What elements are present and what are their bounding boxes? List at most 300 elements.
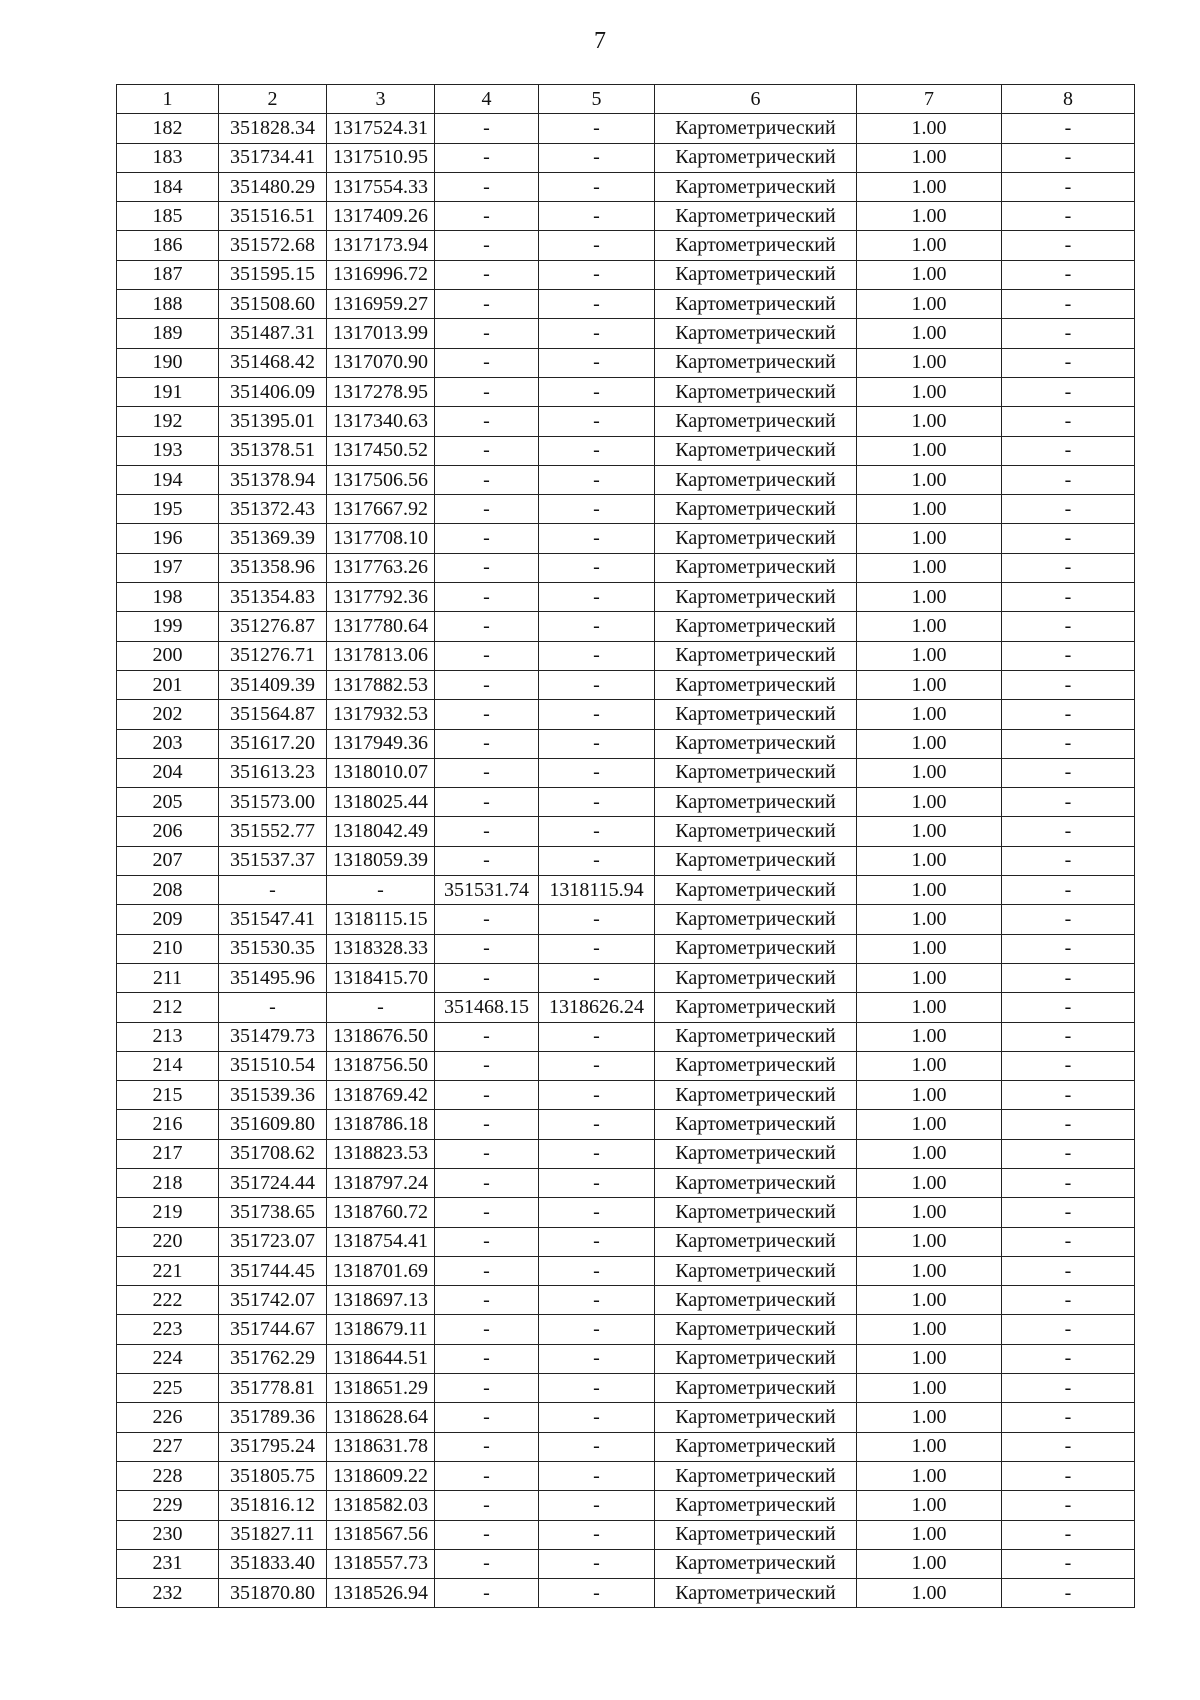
x-coordinate-cell: 351609.80 [219,1110,327,1139]
description-cell: - [1002,1403,1135,1432]
method-cell: Картометрический [655,1461,857,1490]
method-cell: Картометрический [655,290,857,319]
point-number-cell: 194 [117,465,219,494]
accuracy-cell: 1.00 [857,817,1002,846]
table-row [117,1549,1135,1578]
method-cell: Картометрический [655,231,857,260]
method-cell: Картометрический [655,846,857,875]
accuracy-cell: 1.00 [857,1256,1002,1285]
y-new-cell: - [539,700,655,729]
method-cell: Картометрический [655,758,857,787]
description-cell: - [1002,612,1135,641]
y-new-cell: - [539,319,655,348]
accuracy-cell: 1.00 [857,1520,1002,1549]
y-coordinate-cell: 1318754.41 [327,1227,435,1256]
accuracy-cell: 1.00 [857,1461,1002,1490]
x-new-cell: - [435,1432,539,1461]
accuracy-cell: 1.00 [857,1051,1002,1080]
y-new-cell: 1318626.24 [539,993,655,1022]
header-row [117,85,1135,114]
table-row [117,1256,1135,1285]
table-row [117,553,1135,582]
accuracy-cell: 1.00 [857,202,1002,231]
method-cell: Картометрический [655,348,857,377]
y-new-cell: - [539,348,655,377]
y-new-cell: - [539,1579,655,1608]
x-coordinate-cell: 351406.09 [219,377,327,406]
y-coordinate-cell: 1316996.72 [327,260,435,289]
table-body [117,114,1135,1608]
x-new-cell: - [435,172,539,201]
x-new-cell: - [435,231,539,260]
description-cell: - [1002,1081,1135,1110]
description-cell: - [1002,202,1135,231]
accuracy-cell: 1.00 [857,788,1002,817]
accuracy-cell: 1.00 [857,1139,1002,1168]
column-header: 8 [1002,85,1135,114]
description-cell: - [1002,114,1135,143]
method-cell: Картометрический [655,1432,857,1461]
method-cell: Картометрический [655,934,857,963]
point-number-cell: 207 [117,846,219,875]
x-coordinate-cell: 351539.36 [219,1081,327,1110]
point-number-cell: 196 [117,524,219,553]
description-cell: - [1002,1520,1135,1549]
x-new-cell: - [435,407,539,436]
y-new-cell: - [539,465,655,494]
y-coordinate-cell: 1318697.13 [327,1286,435,1315]
description-cell: - [1002,1110,1135,1139]
table-row [117,934,1135,963]
y-coordinate-cell: 1317882.53 [327,670,435,699]
accuracy-cell: 1.00 [857,1110,1002,1139]
method-cell: Картометрический [655,260,857,289]
point-number-cell: 227 [117,1432,219,1461]
accuracy-cell: 1.00 [857,934,1002,963]
y-coordinate-cell: 1318644.51 [327,1344,435,1373]
table-row [117,612,1135,641]
table-row [117,993,1135,1022]
point-number-cell: 187 [117,260,219,289]
description-cell: - [1002,465,1135,494]
x-new-cell: - [435,817,539,846]
method-cell: Картометрический [655,1110,857,1139]
y-new-cell: - [539,934,655,963]
y-coordinate-cell: - [327,993,435,1022]
x-coordinate-cell: 351744.45 [219,1256,327,1285]
accuracy-cell: 1.00 [857,963,1002,992]
x-new-cell: - [435,1549,539,1578]
method-cell: Картометрический [655,1198,857,1227]
description-cell: - [1002,1139,1135,1168]
column-header: 4 [435,85,539,114]
x-coordinate-cell: 351795.24 [219,1432,327,1461]
x-coordinate-cell: 351828.34 [219,114,327,143]
y-new-cell: - [539,231,655,260]
y-coordinate-cell: 1317409.26 [327,202,435,231]
description-cell: - [1002,905,1135,934]
description-cell: - [1002,231,1135,260]
table-row [117,1227,1135,1256]
accuracy-cell: 1.00 [857,495,1002,524]
description-cell: - [1002,993,1135,1022]
description-cell: - [1002,729,1135,758]
description-cell: - [1002,143,1135,172]
x-new-cell: - [435,348,539,377]
y-coordinate-cell: 1318025.44 [327,788,435,817]
description-cell: - [1002,700,1135,729]
method-cell: Картометрический [655,700,857,729]
description-cell: - [1002,524,1135,553]
table-row [117,641,1135,670]
accuracy-cell: 1.00 [857,1198,1002,1227]
y-coordinate-cell: 1318797.24 [327,1168,435,1197]
description-cell: - [1002,1286,1135,1315]
point-number-cell: 192 [117,407,219,436]
accuracy-cell: 1.00 [857,319,1002,348]
accuracy-cell: 1.00 [857,143,1002,172]
y-new-cell: - [539,260,655,289]
x-coordinate-cell: 351510.54 [219,1051,327,1080]
y-new-cell: - [539,1491,655,1520]
method-cell: Картометрический [655,465,857,494]
description-cell: - [1002,1051,1135,1080]
table-row [117,876,1135,905]
method-cell: Картометрический [655,202,857,231]
x-coordinate-cell: 351742.07 [219,1286,327,1315]
method-cell: Картометрический [655,963,857,992]
x-new-cell: - [435,1139,539,1168]
table-row [117,114,1135,143]
x-coordinate-cell: 351378.94 [219,465,327,494]
table-row [117,1022,1135,1051]
accuracy-cell: 1.00 [857,348,1002,377]
table-row [117,1520,1135,1549]
table-row [117,1139,1135,1168]
x-coordinate-cell: 351595.15 [219,260,327,289]
method-cell: Картометрический [655,407,857,436]
description-cell: - [1002,846,1135,875]
x-new-cell: - [435,436,539,465]
x-new-cell: - [435,143,539,172]
description-cell: - [1002,1579,1135,1608]
y-new-cell: - [539,202,655,231]
description-cell: - [1002,377,1135,406]
table-row [117,670,1135,699]
method-cell: Картометрический [655,670,857,699]
x-new-cell: - [435,1286,539,1315]
accuracy-cell: 1.00 [857,1403,1002,1432]
description-cell: - [1002,436,1135,465]
method-cell: Картометрический [655,729,857,758]
method-cell: Картометрический [655,1520,857,1549]
description-cell: - [1002,1432,1135,1461]
table-row [117,1461,1135,1490]
point-number-cell: 220 [117,1227,219,1256]
y-new-cell: - [539,1256,655,1285]
y-coordinate-cell: 1318769.42 [327,1081,435,1110]
method-cell: Картометрический [655,1051,857,1080]
x-new-cell: - [435,1198,539,1227]
description-cell: - [1002,641,1135,670]
y-new-cell: - [539,758,655,787]
description-cell: - [1002,788,1135,817]
x-coordinate-cell: 351708.62 [219,1139,327,1168]
table-row [117,700,1135,729]
method-cell: Картометрический [655,1168,857,1197]
x-coordinate-cell: 351487.31 [219,319,327,348]
table-row [117,348,1135,377]
y-new-cell: - [539,172,655,201]
table-row [117,1403,1135,1432]
accuracy-cell: 1.00 [857,114,1002,143]
accuracy-cell: 1.00 [857,377,1002,406]
description-cell: - [1002,495,1135,524]
x-new-cell: - [435,934,539,963]
description-cell: - [1002,407,1135,436]
x-coordinate-cell: 351358.96 [219,553,327,582]
accuracy-cell: 1.00 [857,641,1002,670]
x-coordinate-cell: 351468.42 [219,348,327,377]
y-coordinate-cell: 1318557.73 [327,1549,435,1578]
point-number-cell: 198 [117,583,219,612]
method-cell: Картометрический [655,1549,857,1578]
table-row [117,1081,1135,1110]
x-new-cell: - [435,1579,539,1608]
point-number-cell: 211 [117,963,219,992]
y-coordinate-cell: 1318567.56 [327,1520,435,1549]
point-number-cell: 206 [117,817,219,846]
y-new-cell: - [539,436,655,465]
accuracy-cell: 1.00 [857,1432,1002,1461]
table-row [117,1579,1135,1608]
y-coordinate-cell: 1317013.99 [327,319,435,348]
table-row [117,143,1135,172]
x-coordinate-cell: 351723.07 [219,1227,327,1256]
x-new-cell: 351531.74 [435,876,539,905]
description-cell: - [1002,1374,1135,1403]
description-cell: - [1002,1549,1135,1578]
x-coordinate-cell: 351762.29 [219,1344,327,1373]
y-coordinate-cell: 1318115.15 [327,905,435,934]
point-number-cell: 185 [117,202,219,231]
y-new-cell: - [539,114,655,143]
method-cell: Картометрический [655,905,857,934]
y-new-cell: - [539,1139,655,1168]
x-coordinate-cell: - [219,993,327,1022]
x-coordinate-cell: 351479.73 [219,1022,327,1051]
x-new-cell: - [435,583,539,612]
y-new-cell: - [539,817,655,846]
x-new-cell: - [435,260,539,289]
accuracy-cell: 1.00 [857,260,1002,289]
y-coordinate-cell: 1318059.39 [327,846,435,875]
y-new-cell: - [539,1432,655,1461]
description-cell: - [1002,1227,1135,1256]
table-row [117,172,1135,201]
x-coordinate-cell: 351516.51 [219,202,327,231]
accuracy-cell: 1.00 [857,1286,1002,1315]
page-number: 7 [594,28,606,54]
x-coordinate-cell: 351816.12 [219,1491,327,1520]
method-cell: Картометрический [655,1374,857,1403]
accuracy-cell: 1.00 [857,553,1002,582]
method-cell: Картометрический [655,583,857,612]
point-number-cell: 210 [117,934,219,963]
x-coordinate-cell: 351617.20 [219,729,327,758]
point-number-cell: 230 [117,1520,219,1549]
x-new-cell: - [435,114,539,143]
table-row [117,1344,1135,1373]
accuracy-cell: 1.00 [857,612,1002,641]
x-coordinate-cell: 351354.83 [219,583,327,612]
point-number-cell: 213 [117,1022,219,1051]
method-cell: Картометрический [655,1227,857,1256]
table-row [117,963,1135,992]
method-cell: Картометрический [655,436,857,465]
y-new-cell: - [539,1315,655,1344]
y-coordinate-cell: 1318582.03 [327,1491,435,1520]
x-new-cell: - [435,377,539,406]
accuracy-cell: 1.00 [857,436,1002,465]
method-cell: Картометрический [655,876,857,905]
method-cell: Картометрический [655,1256,857,1285]
description-cell: - [1002,1315,1135,1344]
x-new-cell: - [435,641,539,670]
method-cell: Картометрический [655,1315,857,1344]
method-cell: Картометрический [655,612,857,641]
point-number-cell: 188 [117,290,219,319]
table-row [117,290,1135,319]
x-coordinate-cell: 351738.65 [219,1198,327,1227]
x-new-cell: - [435,758,539,787]
point-number-cell: 232 [117,1579,219,1608]
y-new-cell: - [539,1286,655,1315]
point-number-cell: 216 [117,1110,219,1139]
accuracy-cell: 1.00 [857,700,1002,729]
x-new-cell: - [435,700,539,729]
point-number-cell: 199 [117,612,219,641]
method-cell: Картометрический [655,817,857,846]
accuracy-cell: 1.00 [857,172,1002,201]
method-cell: Картометрический [655,553,857,582]
x-coordinate-cell: 351734.41 [219,143,327,172]
y-coordinate-cell: 1318676.50 [327,1022,435,1051]
method-cell: Картометрический [655,319,857,348]
table-row [117,524,1135,553]
point-number-cell: 222 [117,1286,219,1315]
description-cell: - [1002,670,1135,699]
method-cell: Картометрический [655,1139,857,1168]
accuracy-cell: 1.00 [857,583,1002,612]
y-new-cell: - [539,1374,655,1403]
x-coordinate-cell: 351409.39 [219,670,327,699]
y-coordinate-cell: 1318760.72 [327,1198,435,1227]
point-number-cell: 214 [117,1051,219,1080]
y-new-cell: - [539,524,655,553]
point-number-cell: 200 [117,641,219,670]
table-row [117,1491,1135,1520]
y-coordinate-cell: 1318415.70 [327,963,435,992]
method-cell: Картометрический [655,377,857,406]
accuracy-cell: 1.00 [857,1022,1002,1051]
table-row [117,817,1135,846]
y-coordinate-cell: 1318786.18 [327,1110,435,1139]
accuracy-cell: 1.00 [857,758,1002,787]
method-cell: Картометрический [655,524,857,553]
y-coordinate-cell: 1317667.92 [327,495,435,524]
y-new-cell: - [539,963,655,992]
method-cell: Картометрический [655,1286,857,1315]
column-header: 5 [539,85,655,114]
accuracy-cell: 1.00 [857,1579,1002,1608]
table-row [117,319,1135,348]
x-new-cell: - [435,1461,539,1490]
y-new-cell: - [539,143,655,172]
y-new-cell: - [539,1022,655,1051]
y-coordinate-cell: 1318823.53 [327,1139,435,1168]
accuracy-cell: 1.00 [857,524,1002,553]
y-new-cell: - [539,905,655,934]
x-new-cell: - [435,1491,539,1520]
accuracy-cell: 1.00 [857,993,1002,1022]
table-row [117,1051,1135,1080]
x-coordinate-cell: 351369.39 [219,524,327,553]
table-row [117,758,1135,787]
method-cell: Картометрический [655,1403,857,1432]
point-number-cell: 193 [117,436,219,465]
y-new-cell: - [539,1081,655,1110]
y-coordinate-cell: 1318631.78 [327,1432,435,1461]
description-cell: - [1002,583,1135,612]
x-new-cell: - [435,1315,539,1344]
method-cell: Картометрический [655,993,857,1022]
point-number-cell: 183 [117,143,219,172]
y-coordinate-cell: 1317554.33 [327,172,435,201]
column-header: 1 [117,85,219,114]
table-row [117,846,1135,875]
column-header: 7 [857,85,1002,114]
y-new-cell: - [539,1110,655,1139]
y-coordinate-cell: 1317340.63 [327,407,435,436]
y-new-cell: - [539,407,655,436]
y-coordinate-cell: 1317510.95 [327,143,435,172]
y-new-cell: - [539,1198,655,1227]
x-new-cell: - [435,729,539,758]
description-cell: - [1002,817,1135,846]
accuracy-cell: 1.00 [857,846,1002,875]
accuracy-cell: 1.00 [857,1374,1002,1403]
table-row [117,1198,1135,1227]
x-coordinate-cell: 351378.51 [219,436,327,465]
x-new-cell: - [435,1081,539,1110]
table-row [117,377,1135,406]
y-new-cell: - [539,1549,655,1578]
y-coordinate-cell: 1317506.56 [327,465,435,494]
column-header: 6 [655,85,857,114]
point-number-cell: 186 [117,231,219,260]
y-coordinate-cell: 1318701.69 [327,1256,435,1285]
x-new-cell: - [435,963,539,992]
x-coordinate-cell: 351495.96 [219,963,327,992]
table-row [117,465,1135,494]
y-new-cell: - [539,1168,655,1197]
table-row [117,407,1135,436]
y-new-cell: - [539,1051,655,1080]
y-coordinate-cell: 1318756.50 [327,1051,435,1080]
accuracy-cell: 1.00 [857,905,1002,934]
x-coordinate-cell: 351870.80 [219,1579,327,1608]
